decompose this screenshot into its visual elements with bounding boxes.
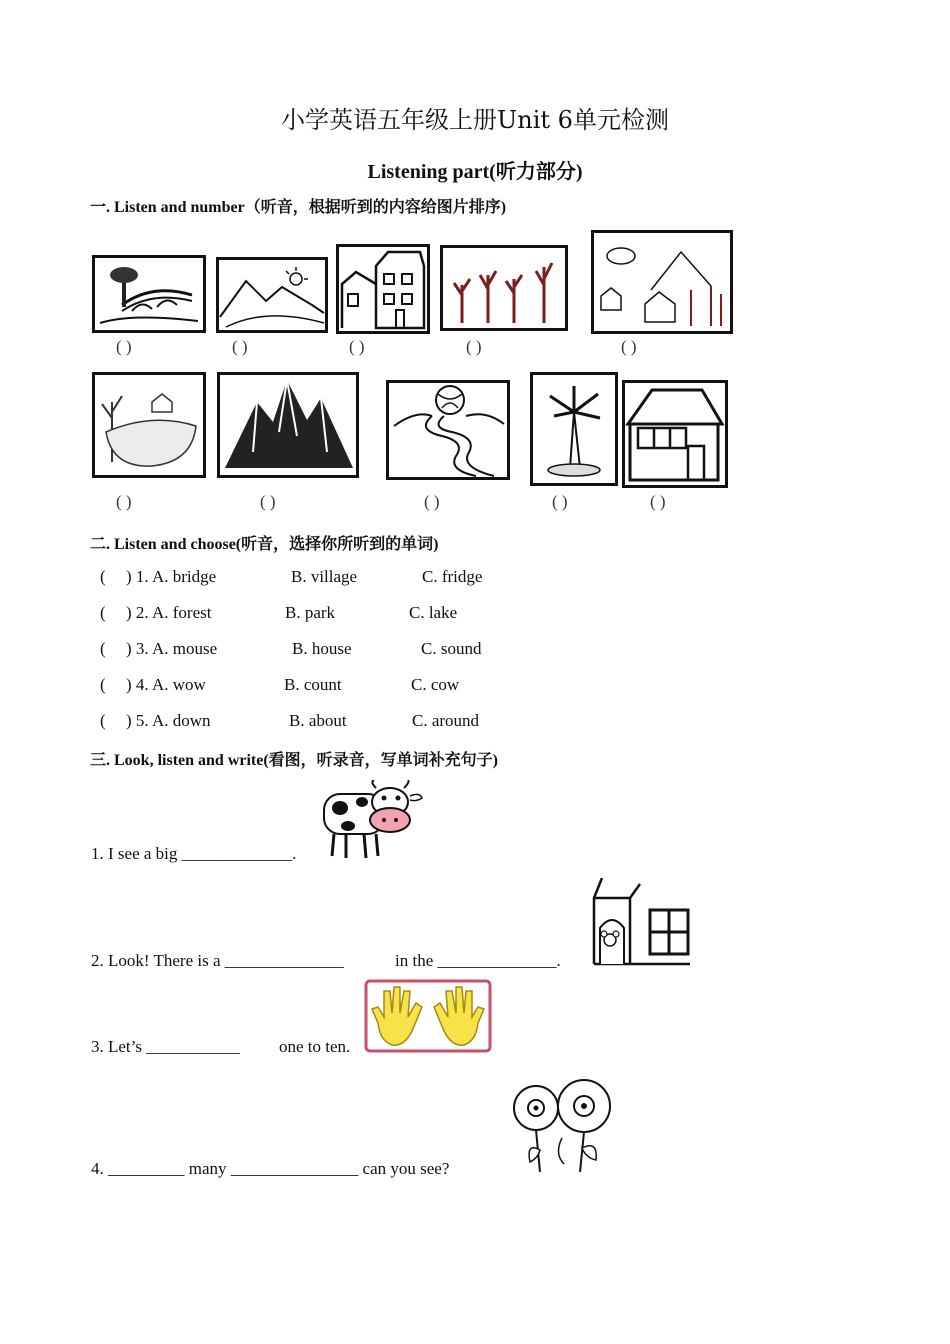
choice-option-b: B. village xyxy=(291,567,358,586)
choice-option-b: B. house xyxy=(292,639,352,658)
sentence-1: 1. I see a big _____________. xyxy=(91,844,297,863)
hill-picture xyxy=(216,257,328,333)
page-title: 小学英语五年级上册Unit 6单元检测 xyxy=(281,106,669,134)
choice-option-b: B. count xyxy=(284,675,342,694)
choice-option-b: B. about xyxy=(289,711,347,730)
answer-paren: ( ) xyxy=(232,337,248,356)
section3-heading: 三. Look, listen and write(看图，听录音，写单词补充句子) xyxy=(90,752,499,769)
choice-paren: ( xyxy=(100,639,106,658)
mountain-picture xyxy=(217,372,359,478)
village-picture xyxy=(591,230,733,334)
choice-option-a: ) 5. A. down xyxy=(126,711,211,730)
flowers-picture xyxy=(500,1078,620,1176)
page-subtitle: Listening part(听力部分) xyxy=(367,161,583,183)
sentence-3-part2: one to ten. xyxy=(279,1037,351,1056)
path-picture xyxy=(386,380,510,480)
choice-option-c: C. around xyxy=(412,711,480,730)
hands-picture xyxy=(364,979,492,1053)
choice-option-a: ) 1. A. bridge xyxy=(126,567,217,586)
answer-paren: ( ) xyxy=(621,337,637,356)
choice-option-c: C. lake xyxy=(409,603,458,622)
house-picture xyxy=(622,380,728,488)
sentence-2-part1: 2. Look! There is a ______________ xyxy=(91,951,344,970)
lake-picture xyxy=(92,372,206,478)
choice-option-c: C. cow xyxy=(411,675,460,694)
trees-picture xyxy=(440,245,568,331)
choice-paren: ( xyxy=(100,567,106,586)
section1-heading: 一. Listen and number（听音，根据听到的内容给图片排序) xyxy=(90,199,507,216)
bridge-picture xyxy=(92,255,206,333)
house-mouse-picture xyxy=(590,878,692,966)
answer-paren: ( ) xyxy=(466,337,482,356)
sentence-4: 4. _________ many _______________ can you see? xyxy=(91,1159,450,1178)
answer-paren: ( ) xyxy=(552,492,568,511)
answer-paren: ( ) xyxy=(116,337,132,356)
tree-picture xyxy=(530,372,618,486)
answer-paren: ( ) xyxy=(260,492,276,511)
choice-option-a: ) 3. A. mouse xyxy=(126,639,218,658)
choice-option-c: C. fridge xyxy=(422,567,483,586)
section2-heading: 二. Listen and choose(听音，选择你所听到的单词) xyxy=(90,536,439,553)
choice-option-c: C. sound xyxy=(421,639,482,658)
houses-picture xyxy=(336,244,430,334)
answer-paren: ( ) xyxy=(650,492,666,511)
answer-paren: ( ) xyxy=(349,337,365,356)
cow-picture xyxy=(318,780,424,862)
choice-paren: ( xyxy=(100,603,106,622)
choice-option-a: ) 2. A. forest xyxy=(126,603,212,622)
choice-paren: ( xyxy=(100,675,106,694)
sentence-2-part2: in the ______________. xyxy=(395,951,561,970)
answer-paren: ( ) xyxy=(424,492,440,511)
sentence-3-part1: 3. Let’s ___________ xyxy=(91,1037,240,1056)
choice-option-b: B. park xyxy=(285,603,336,622)
choice-paren: ( xyxy=(100,711,106,730)
answer-paren: ( ) xyxy=(116,492,132,511)
choice-option-a: ) 4. A. wow xyxy=(126,675,206,694)
